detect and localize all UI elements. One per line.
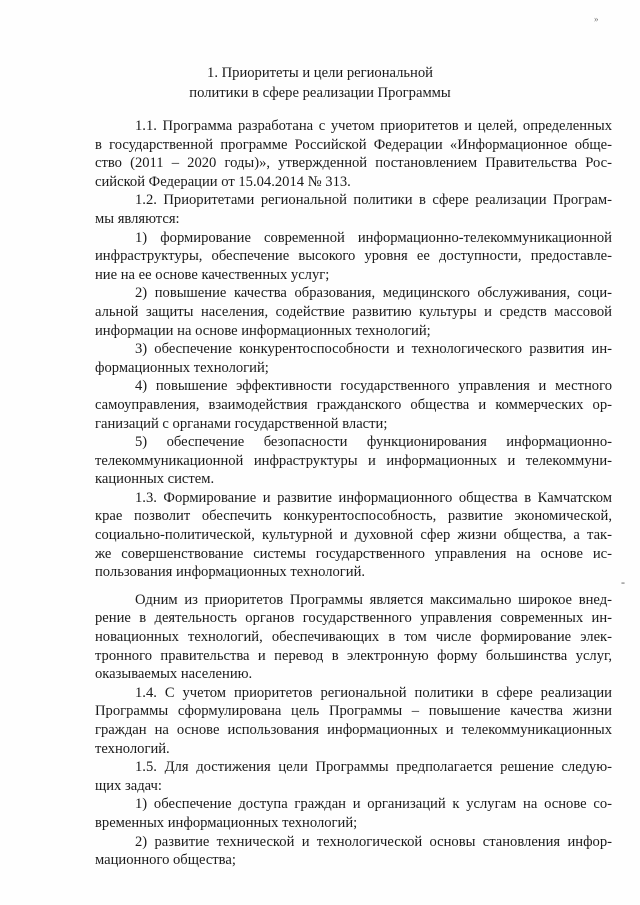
text-line: 1) обеспечение доступа граждан и организаций к услугам на основе со-: [135, 796, 612, 813]
paragraph: [95, 489, 612, 582]
text-line: ство (2011 – 2020 годы)», утвержденной постановлением Правительства Рос-: [95, 155, 612, 172]
text-line: 1) формирование современной информационно-телекоммуникационной: [135, 229, 612, 246]
text-line: 1.4. С учетом приоритетов региональной политики в сфере реализации: [135, 684, 612, 701]
text-line: информации на основе информационных технологий;: [95, 322, 431, 339]
margin-mark: -: [621, 575, 625, 589]
text-line: кационных систем.: [95, 471, 215, 488]
text-line: самоуправления, взаимодействия гражданского общества и коммерческих ор-: [95, 396, 612, 413]
paragraph: [95, 229, 612, 285]
text-line: 1.2. Приоритетами региональной политики в сфере реализации Програм-: [135, 192, 612, 209]
text-line: ганизаций с органами государственной власти;: [95, 415, 388, 432]
text-line: мы являются:: [95, 210, 180, 227]
text-line: 1.1. Программа разработана с учетом приоритетов и целей, определенных: [135, 118, 612, 134]
text-line: 2) развитие технической и технологической основы становления инфор-: [135, 833, 612, 850]
text-line: инфраструктуры, обеспечение высокого уровня ее доступности, предоставле-: [95, 248, 612, 265]
text-line: сийской Федерации от 15.04.2014 № 313.: [95, 173, 351, 190]
text-line: 3) обеспечение конкурентоспособности и технологического развития ин-: [135, 341, 612, 358]
paragraph: [95, 284, 612, 340]
text-line: социально-политической, культурной и духовной сфер жизни общества, а так-: [95, 527, 612, 544]
text-line: в государственной программе Российской Федерации «Информационное обще-: [95, 136, 612, 153]
paragraph: [95, 684, 612, 758]
text-line: Программы сформулирована цель Программы – повышение качества жизни: [95, 703, 612, 720]
text-line: пользования информационных технологий.: [95, 564, 366, 581]
paragraph: [95, 795, 612, 832]
paragraph: [95, 591, 612, 684]
paragraph: [95, 191, 612, 228]
paragraph: [95, 758, 612, 795]
document-body: [95, 117, 612, 870]
scan-mark: »: [594, 14, 599, 24]
paragraph: [95, 117, 612, 191]
text-line: технологий.: [95, 740, 170, 757]
text-line: крае позволит обеспечить конкурентоспособность, развитие экономической,: [95, 508, 612, 525]
text-line: же совершенствование системы государственного управления на основе ис-: [95, 545, 612, 562]
text-line: временных информационных технологий;: [95, 814, 358, 831]
section-heading: [0, 63, 640, 103]
text-line: 2) повышение качества образования, медицинского обслуживания, соци-: [135, 285, 612, 302]
text-line: 1.3. Формирование и развитие информационного общества в Камчатском: [135, 489, 612, 506]
text-line: ние на ее основе качественных услуг;: [95, 266, 330, 283]
text-line: Одним из приоритетов Программы является максимально широкое внед-: [135, 591, 612, 608]
text-line: тронного правительства и перевод в электронную форму большинства услуг,: [95, 647, 612, 664]
paragraph: [95, 377, 612, 433]
text-line: 5) обеспечение безопасности функционирования информационно-: [135, 434, 612, 451]
text-line: рение в деятельность органов государственного управления современных ин-: [95, 610, 612, 627]
text-line: мационного общества;: [95, 852, 236, 869]
paragraph: [95, 340, 612, 377]
text-line: формационных технологий;: [95, 359, 269, 376]
text-line: новационных технологий, обеспечивающих в том числе формирование элек-: [95, 629, 612, 646]
heading-line-2: политики в сфере реализации Программы: [189, 85, 451, 101]
text-line: оказываемых населению.: [95, 666, 253, 683]
paragraph: [95, 833, 612, 870]
text-line: 4) повышение эффективности государственного управления и местного: [135, 378, 612, 395]
text-line: граждан на основе использования информационных и телекоммуникационных: [95, 722, 612, 738]
text-line: 1.5. Для достижения цели Программы предполагается решение следую-: [135, 759, 612, 776]
text-line: альной защиты населения, содействие развитию культуры и средств массовой: [95, 303, 612, 320]
heading-line-1: 1. Приоритеты и цели региональной: [207, 65, 433, 81]
paragraph: [95, 433, 612, 489]
text-line: телекоммуникационной инфраструктуры и информационных и телекоммуни-: [95, 452, 612, 469]
text-line: щих задач:: [95, 777, 162, 794]
